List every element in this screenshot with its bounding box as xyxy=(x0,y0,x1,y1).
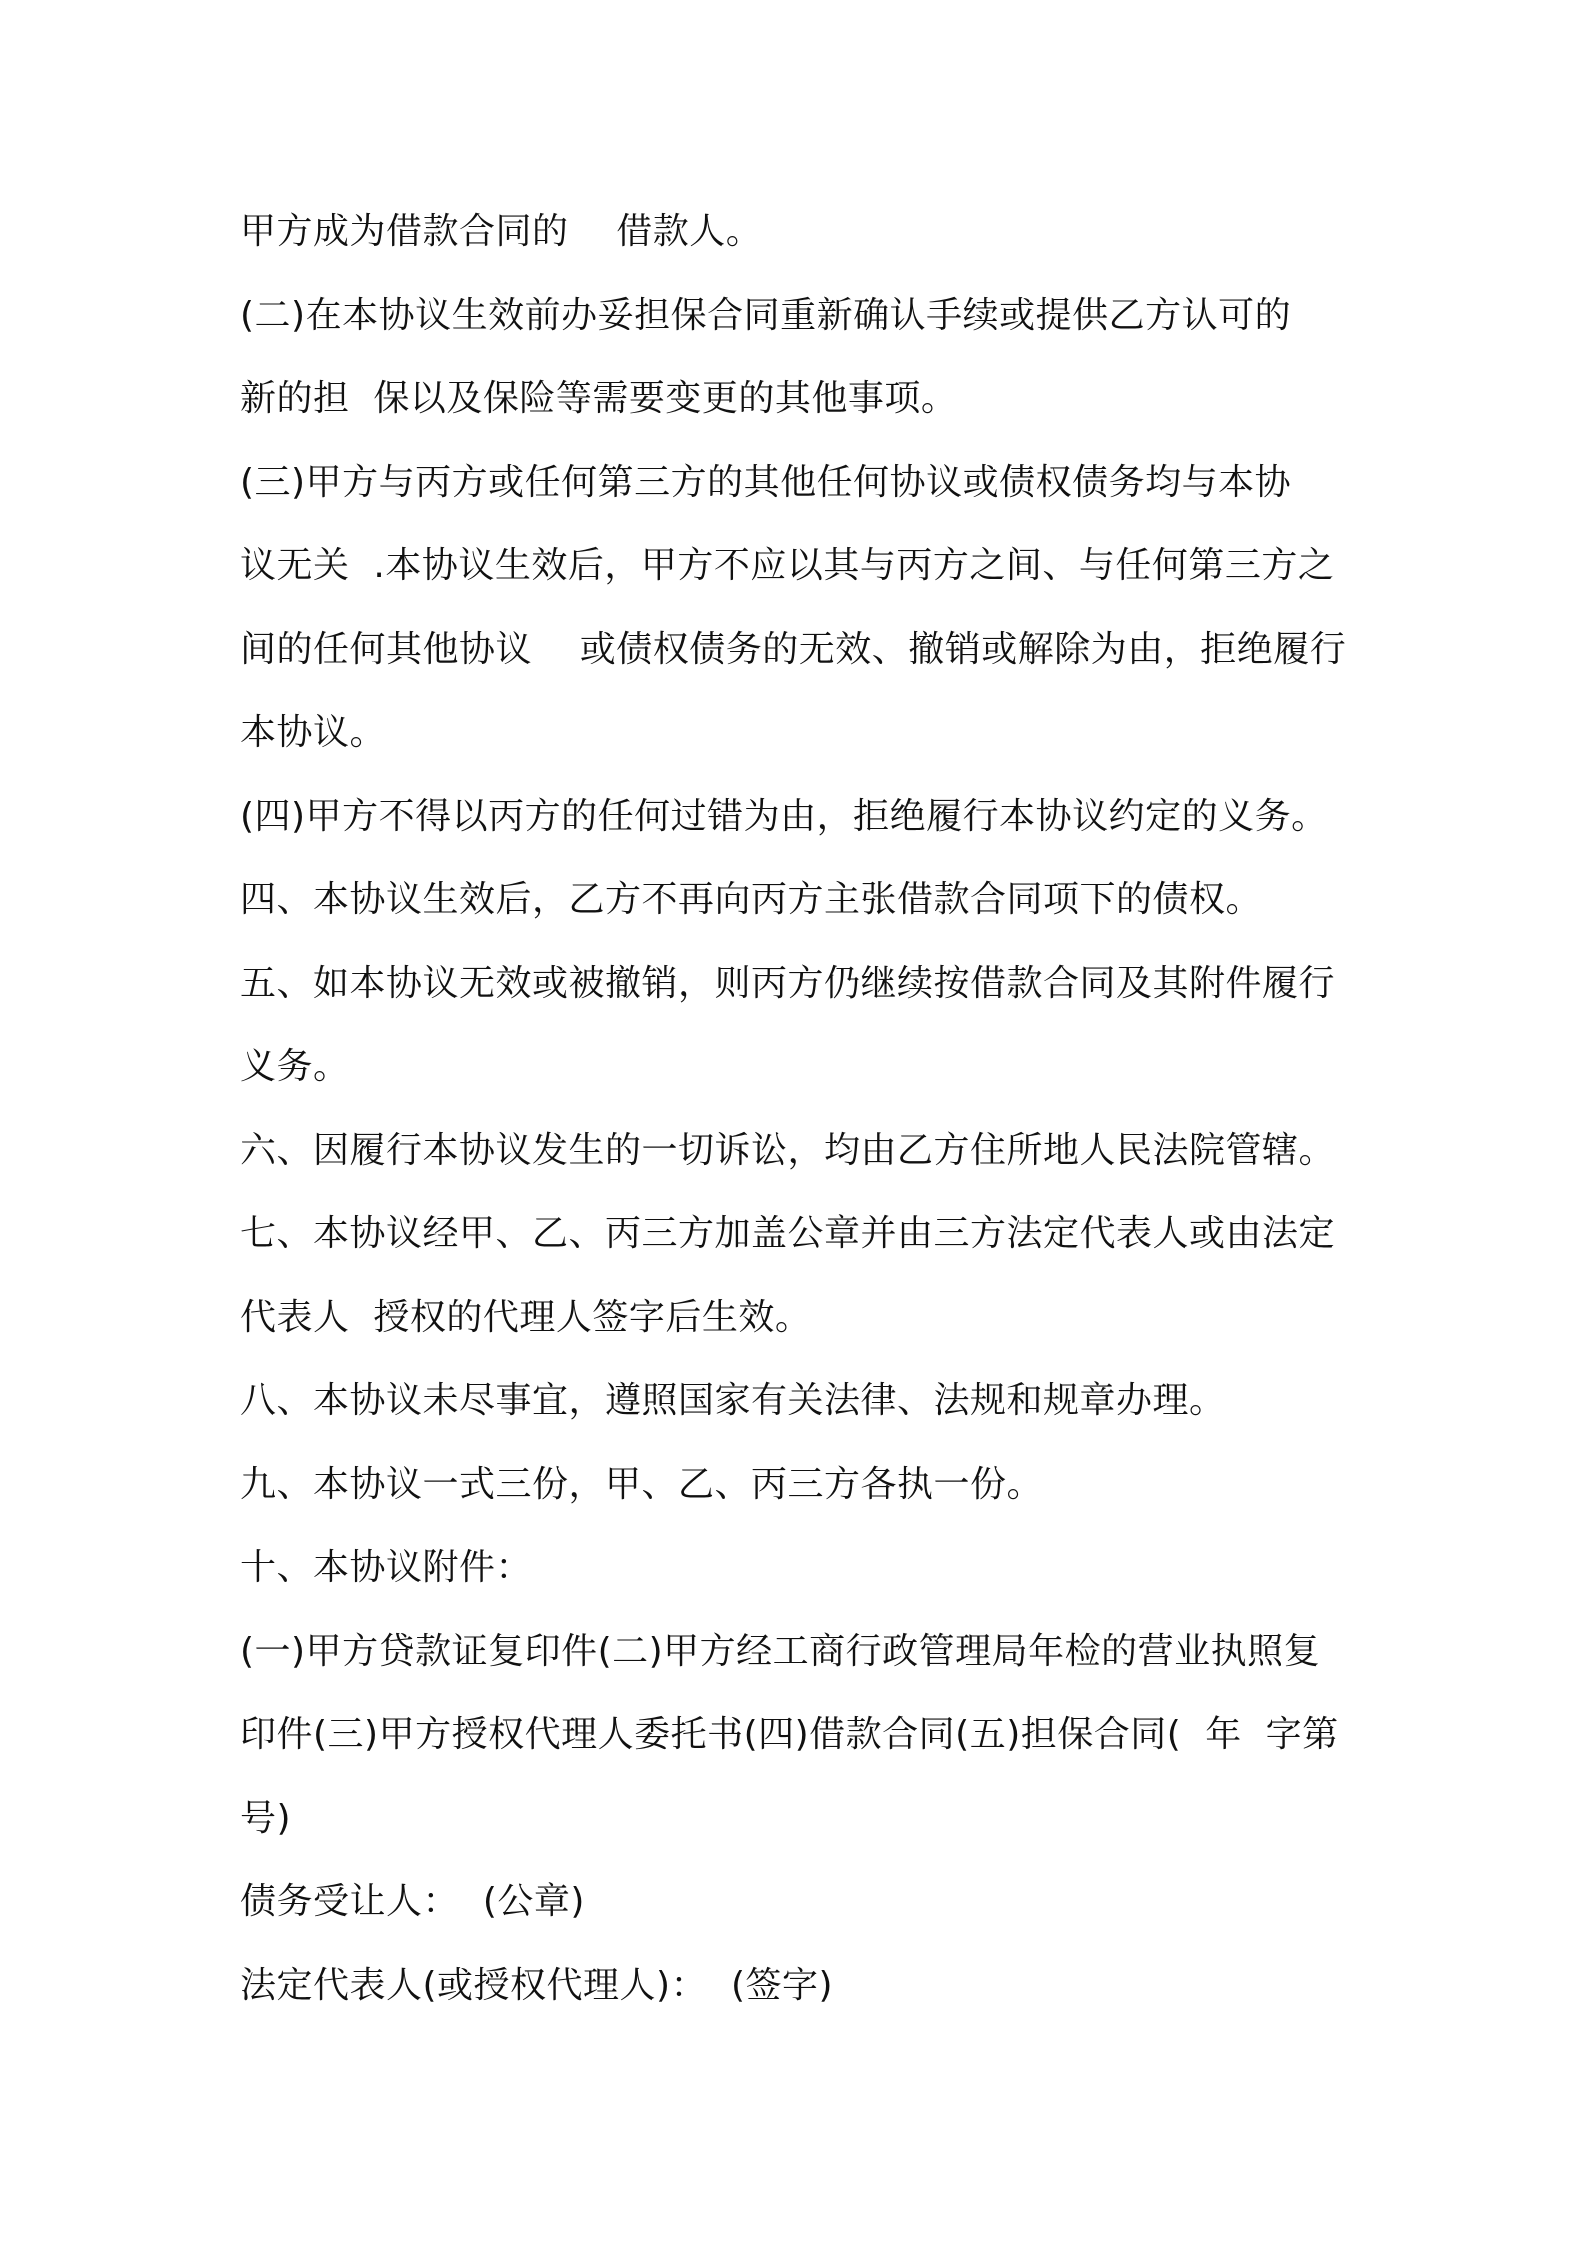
signature-line-debtor: 债务受让人： (公章) xyxy=(240,1881,585,1922)
text-line-9: 四、本协议生效后，乙方不再向丙方主张借款合同项下的债权。 xyxy=(240,879,1263,920)
text-line-14: 代表人 授权的代理人签字后生效。 xyxy=(240,1296,812,1338)
text-line-20: 号) xyxy=(240,1797,292,1839)
text-line-1: 甲方成为借款合同的 借款人。 xyxy=(240,211,763,252)
text-line-17: 十、本协议附件： xyxy=(240,1547,533,1588)
text-line-15: 八、本协议未尽事宜，遵照国家有关法律、法规和规章办理。 xyxy=(240,1380,1226,1421)
text-line-2: (二)在本协议生效前办妥担保合同重新确认手续或提供乙方认可的 xyxy=(240,294,1292,336)
text-line-7: 本协议。 xyxy=(240,712,387,753)
text-line-3: 新的担 保以及保险等需要变更的其他事项。 xyxy=(240,378,958,419)
text-line-4: (三)甲方与丙方或任何第三方的其他任何协议或债权债务均与本协 xyxy=(240,461,1292,503)
text-line-19: 印件(三)甲方授权代理人委托书(四)借款合同(五)担保合同( 年 字第 xyxy=(240,1714,1339,1755)
text-line-11: 义务。 xyxy=(240,1046,350,1087)
text-line-13: 七、本协议经甲、乙、丙三方加盖公章并由三方法定代表人或由法定 xyxy=(240,1213,1336,1254)
text-line-8: (四)甲方不得以丙方的任何过错为由，拒绝履行本协议约定的义务。 xyxy=(240,795,1328,837)
text-line-18: (一)甲方贷款证复印件(二)甲方经工商行政管理局年检的营业执照复 xyxy=(240,1630,1321,1672)
signature-line-legal-representative: 法定代表人(或授权代理人)： (签字) xyxy=(240,1964,834,2006)
text-line-10: 五、如本协议无效或被撤销，则丙方仍继续按借款合同及其附件履行 xyxy=(240,962,1336,1004)
text-line-5: 议无关 .本协议生效后，甲方不应以其与丙方之间、与任何第三方之 xyxy=(240,545,1335,586)
text-line-6: 间的任何其他协议 或债权债务的无效、撤销或解除为由，拒绝履行 xyxy=(240,628,1347,670)
document-body xyxy=(240,190,1370,2027)
text-line-16: 九、本协议一式三份，甲、乙、丙三方各执一份。 xyxy=(240,1463,1044,1505)
text-line-12: 六、因履行本协议发生的一切诉讼，均由乙方住所地人民法院管辖。 xyxy=(240,1129,1336,1171)
